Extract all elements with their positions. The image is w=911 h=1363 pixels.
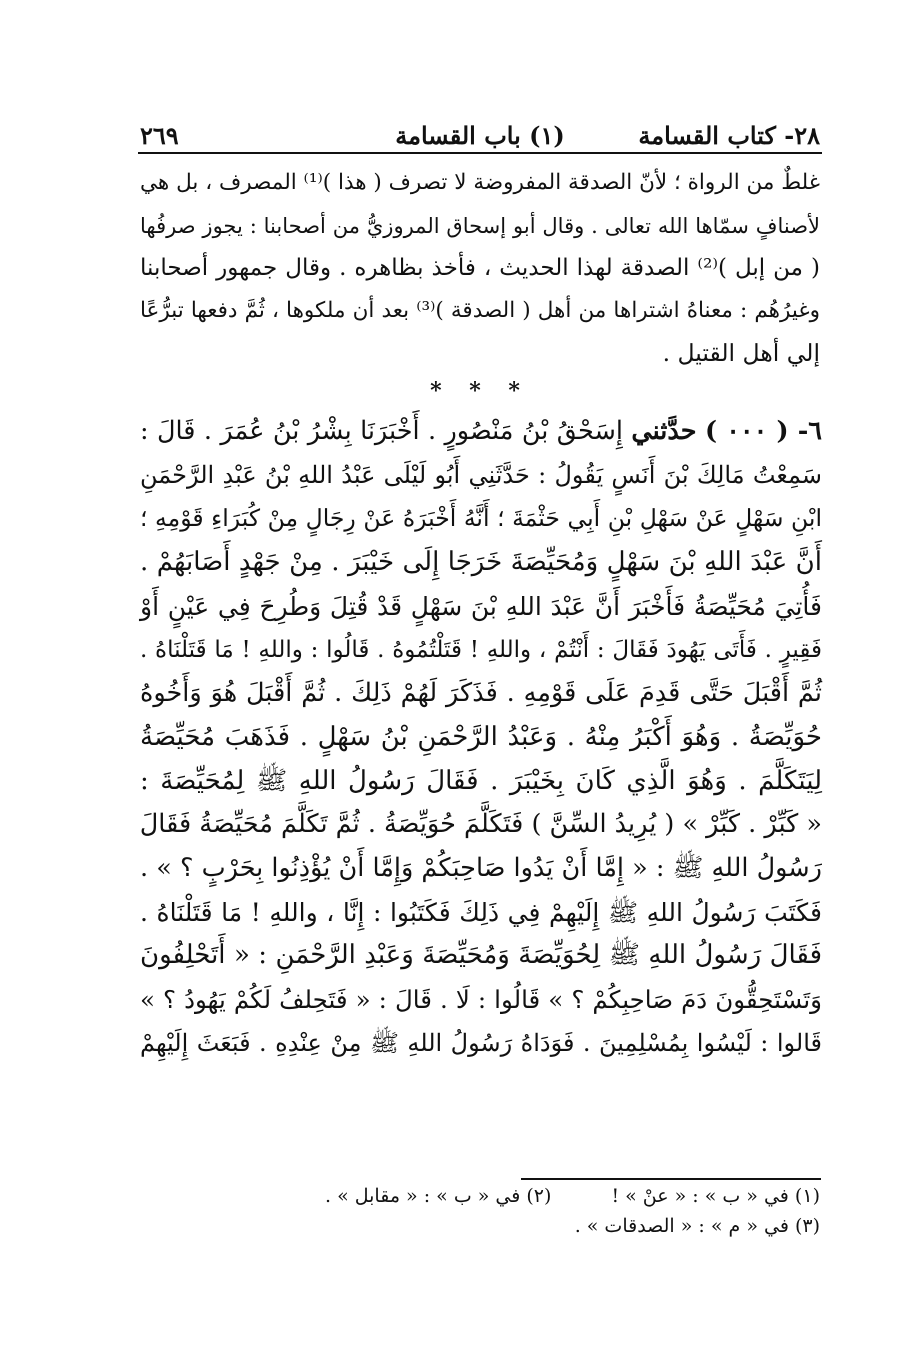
commentary-line: لأصنافٍ سمّاها الله تعالى . وقال أبو إسحاق المروزيُّ من أصحابنا : يجوز صرفُها: [140, 213, 821, 238]
hadith-line: سَمِعْتُ مَالِكَ بْنَ أَنَسٍ يَقُولُ : حَدَّثَنِي أَبُو لَيْلَى عَبْدُ اللهِ بْنُ عَبْدِ الرَّحْمَنِ: [140, 460, 822, 489]
footnote-row: [140, 1181, 820, 1211]
hadith-line: حُوَيِّصَةُ . وَهُوَ أَكْبَرُ مِنْهُ . وَعَبْدُ الرَّحْمَنِ بْنُ سَهْلٍ . فَذَهَبَ مُحَيِّصَةُ: [140, 721, 822, 752]
hadith-opening-word: حدَّثني: [631, 416, 697, 446]
section-separator: * * *: [430, 378, 530, 404]
footnote-2: (٢) في « ب » : « مقابل » .: [325, 1185, 552, 1207]
hadith-line: لِيَتَكَلَّمَ . وَهُوَ الَّذِي كَانَ بِخَيْبَرَ . فَقَالَ رَسُولُ اللهِ ﷺ لِمُحَيِّصَةَ :: [140, 765, 822, 796]
hadith-line: فَقَالَ رَسُولُ اللهِ ﷺ لِحُوَيِّصَةَ وَمُحَيِّصَةَ وَعَبْدِ الرَّحْمَنِ : « أَتَحْلِفُونَ: [140, 940, 822, 971]
commentary-line: إلي أهل القتيل .: [662, 339, 820, 367]
hadith-line: « كَبِّرْ . كَبِّرْ » ( يُرِيدُ السِّنَّ ) فَتَكَلَّمَ حُوَيِّصَةُ . ثُمَّ تَكَلَّمَ مُحَيِّصَةُ فَقَالَ: [139, 809, 822, 840]
header-divider: [138, 152, 822, 154]
hadith-line-text: إِسَحْقُ بْنُ مَنْصُورٍ . أَخْبَرَنَا بِشْرُ بْنُ عُمَرَ . قَالَ :: [140, 416, 623, 446]
page-header: [140, 110, 820, 150]
commentary-text: [140, 162, 820, 375]
footnote-3: (٣) في « م » : « الصدقات » .: [574, 1215, 820, 1237]
hadith-line: أَنَّ عَبْدَ اللهِ بْنَ سَهْلٍ وَمُحَيِّصَةَ خَرَجَا إِلَى خَيْبَرَ . مِنْ جَهْدٍ أَصَابَهُمْ .: [140, 547, 822, 578]
hadith-line: [140, 410, 822, 454]
hadith-line: فَكَتَبَ رَسُولُ اللهِ ﷺ إِلَيْهِمْ فِي ذَلِكَ فَكَتَبُوا : إِنَّا ، واللهِ ! مَا قَتَلْنَاهُ .: [140, 897, 822, 927]
footnotes: [140, 1181, 820, 1241]
footnote-1: (١) في « ب » : « عنْ » !: [611, 1185, 820, 1207]
footnote-row: [140, 1211, 820, 1241]
page-number: ٢٦٩: [140, 121, 179, 150]
hadith-number: ٦- ( ٠٠٠ ): [704, 416, 822, 446]
commentary-line: غلطٌ من الرواة ؛ لأنّ الصدقة المفروضة لا تصرف ( هذا )⁽¹⁾ المصرف ، بل هي: [140, 170, 820, 195]
section-title: (١) باب القسامة: [395, 121, 565, 150]
commentary-line: ( من إبل )⁽²⁾ الصدقة لهذا الحديث ، فأخذ بظاهره . وقال جمهور أصحابنا: [140, 255, 820, 281]
hadith-line: فَقِيرٍ . فَأَتَى يَهُودَ فَقَالَ : أَنْتُمْ ، واللهِ ! قَتَلْتُمُوهُ . قَالُوا : واللهِ ! مَا قَتَلْنَاهُ .: [140, 636, 822, 663]
chapter-title: ٢٨- كتاب القسامة: [638, 121, 820, 150]
hadith-line: فَأُتِيَ مُحَيِّصَةُ فَأَخْبَرَ أَنَّ عَبْدَ اللهِ بْنَ سَهْلٍ قَدْ قُتِلَ وَطُرِحَ فِي عَيْنٍ أَوْ: [140, 591, 822, 621]
hadith-line: ثُمَّ أَقْبَلَ حَتَّى قَدِمَ عَلَى قَوْمِهِ . فَذَكَرَ لَهُمْ ذَلِكَ . ثُمَّ أَقْبَلَ هُوَ وَأَخُوهُ: [140, 678, 822, 709]
hadith-line: ابْنِ سَهْلٍ عَنْ سَهْلِ بْنِ أَبِي حَثْمَةَ ؛ أَنَّهُ أَخْبَرَهُ عَنْ رِجَالٍ مِنْ كُبَرَاءِ قَوْمِهِ ؛: [140, 504, 822, 533]
footnote-divider: [521, 1178, 821, 1180]
hadith-line: قَالوا : لَيْسُوا بِمُسْلِمِينَ . فَوَدَاهُ رَسُولُ اللهِ ﷺ مِنْ عِنْدِهِ . فَبَعَثَ إِلَيْهِمْ: [140, 1028, 822, 1057]
hadith-line: وَتَسْتَحِقُّونَ دَمَ صَاحِبِكُمْ ؟ » قَالُوا : لَا . قَالَ : « فَتَحِلفُ لَكُمْ يَهُودُ ؟ »: [140, 985, 822, 1015]
hadith-line: رَسُولُ اللهِ ﷺ : « إِمَّا أَنْ يَدُوا صَاحِبَكُمْ وَإِمَّا أَنْ يُؤْذِنُوا بِحَرْبٍ ؟ » .: [140, 853, 822, 884]
hadith-text: [140, 410, 822, 1066]
commentary-line: وغيرُهُم : معناهُ اشتراها من أهل ( الصدقة )⁽³⁾ بعد أن ملكوها ، ثُمَّ دفعها تبرُّعًا: [140, 297, 820, 323]
